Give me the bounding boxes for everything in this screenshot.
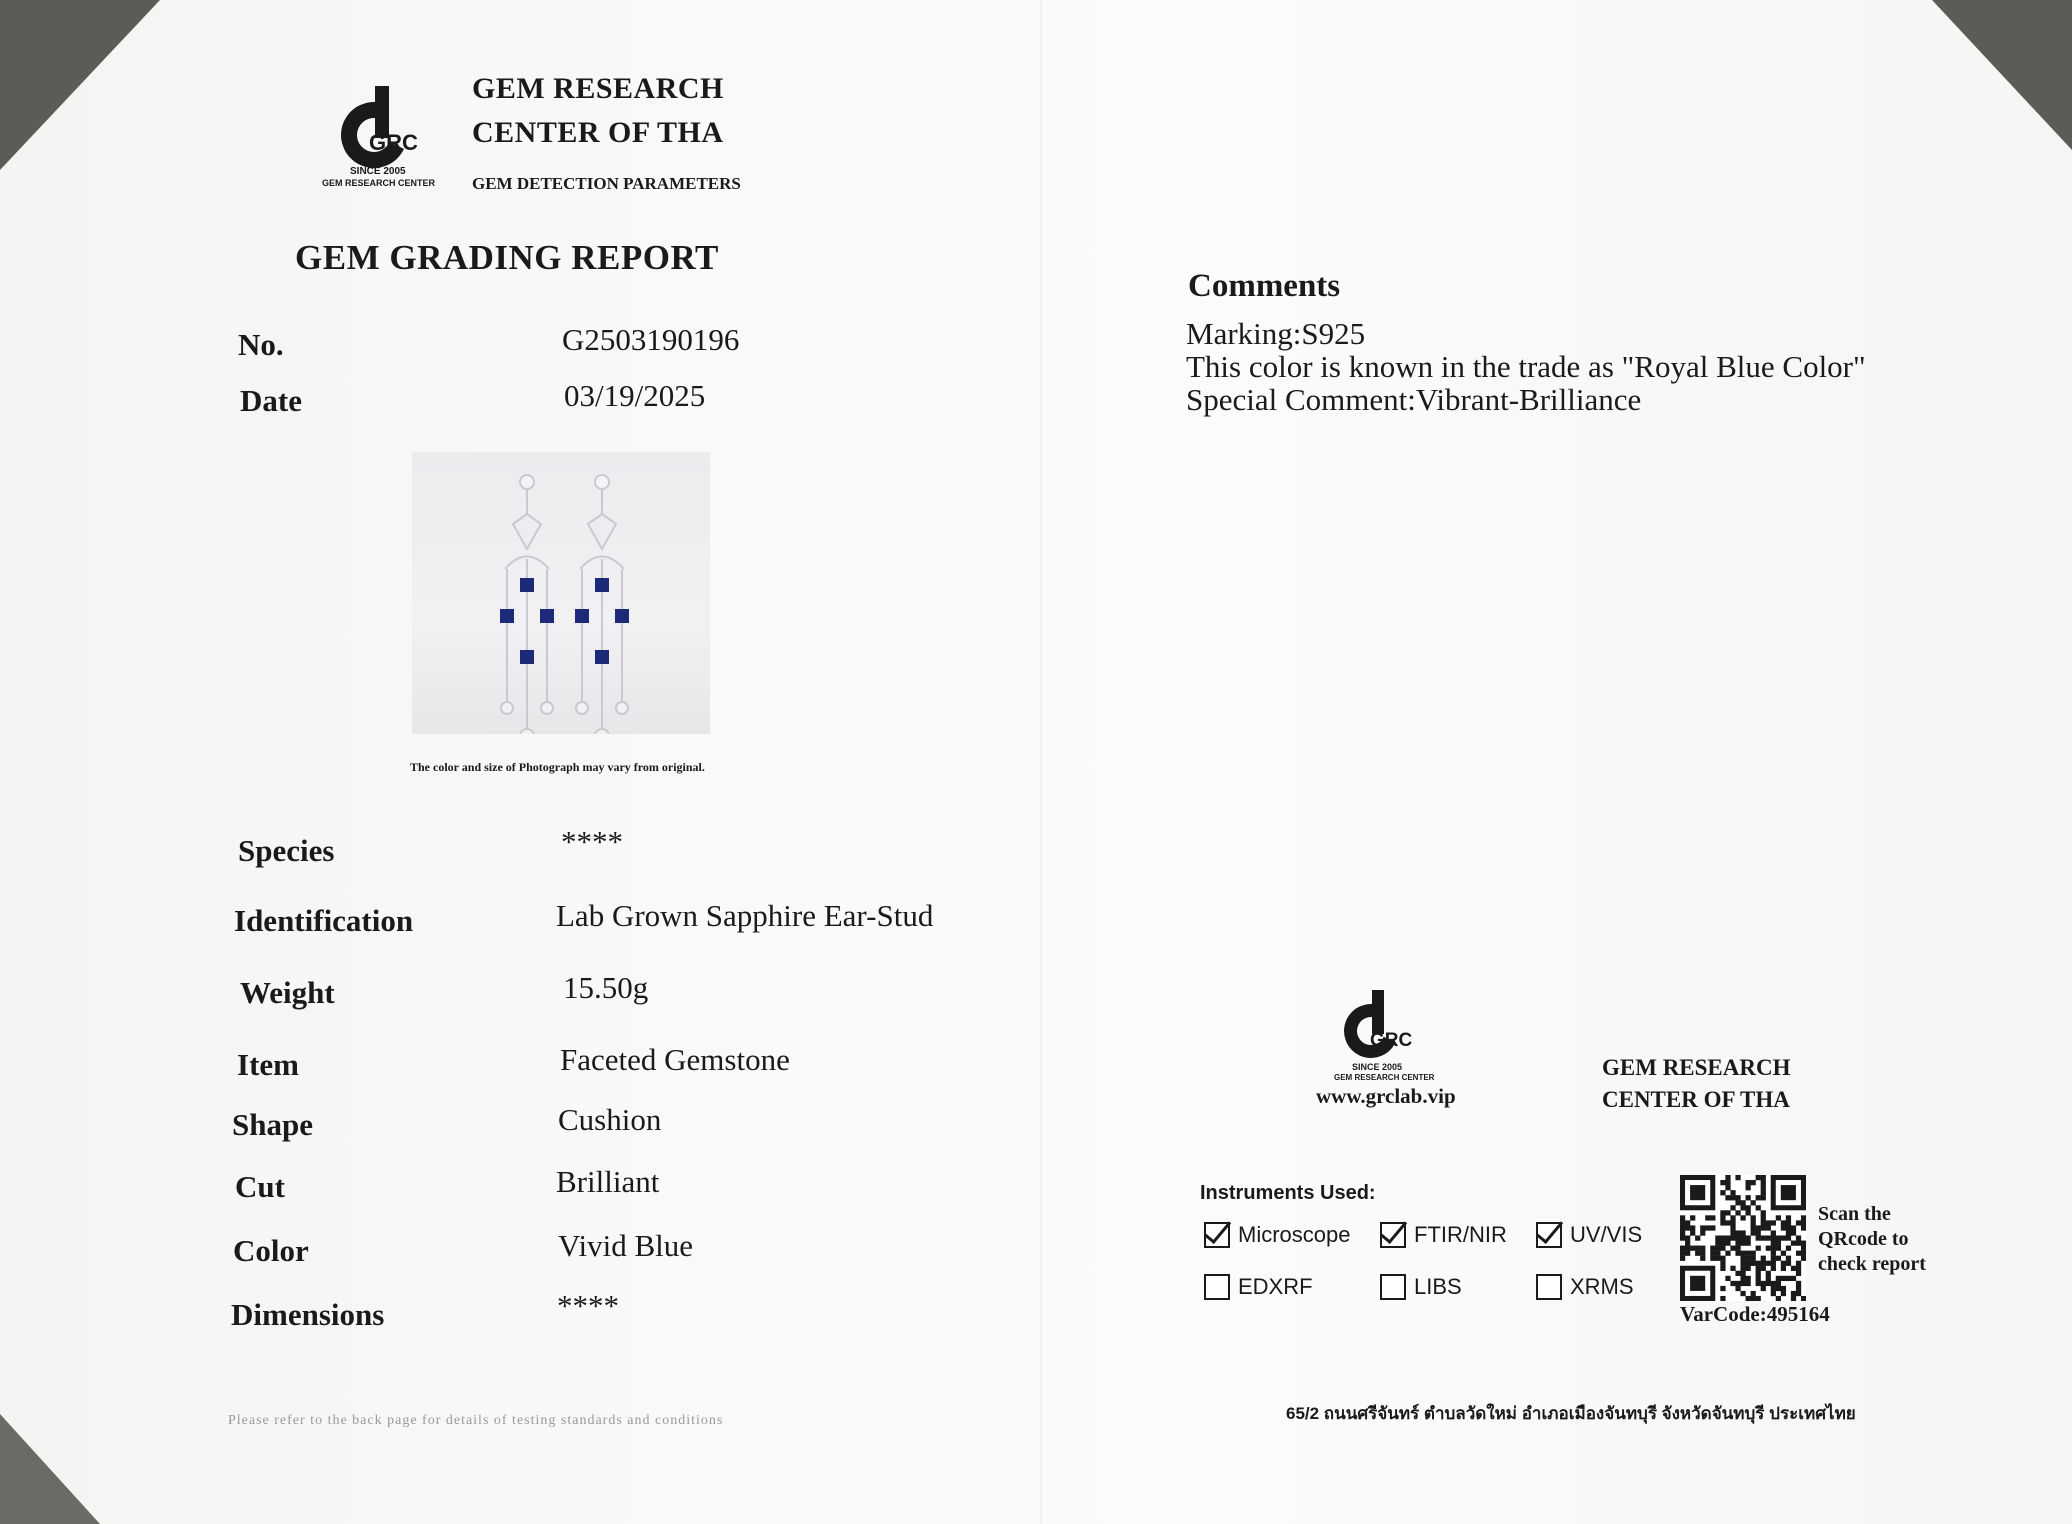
- logo-grc-text: GRC: [369, 130, 418, 155]
- instrument-label: UV/VIS: [1570, 1222, 1643, 1247]
- logo-since: SINCE 2005: [1352, 1062, 1403, 1072]
- instrument-label: LIBS: [1414, 1274, 1462, 1299]
- checked-box-icon: [1380, 1222, 1406, 1248]
- detail-value-weight: 15.50g: [563, 970, 649, 1005]
- comment-line: Special Comment:Vibrant-Brilliance: [1186, 382, 1642, 417]
- unchecked-box-icon: [1536, 1274, 1562, 1300]
- report-number-value: G2503190196: [562, 322, 740, 357]
- detail-label-species: Species: [238, 833, 335, 868]
- detail-value-cut: Brilliant: [556, 1164, 660, 1199]
- detail-value-identification: Lab Grown Sapphire Ear-Stud: [556, 898, 934, 933]
- gem-photo: [412, 452, 710, 734]
- comment-line: This color is known in the trade as "Royal Blue Color": [1186, 349, 1866, 384]
- instrument-microscope: [1204, 1222, 1350, 1248]
- detail-value-species: ****: [561, 824, 623, 859]
- instrument-edxrf: [1204, 1274, 1313, 1300]
- logo-grc-text: GRC: [1370, 1030, 1413, 1051]
- report-date-label: Date: [240, 383, 302, 418]
- qr-code-image: [1680, 1175, 1806, 1301]
- qr-instruction-line: check report: [1818, 1253, 1926, 1275]
- instrument-label: Microscope: [1238, 1222, 1351, 1247]
- detail-label-cut: Cut: [235, 1169, 285, 1204]
- checked-box-icon: [1204, 1222, 1230, 1248]
- instrument-label: XRMS: [1570, 1274, 1634, 1299]
- comment-line: Marking:S925: [1186, 316, 1366, 351]
- qr-instruction-line: Scan the: [1818, 1203, 1891, 1225]
- earrings-image: [412, 452, 710, 734]
- detail-value-item: Faceted Gemstone: [560, 1042, 790, 1077]
- address-text: 65/2 ถนนศรีจันทร์ ตำบลวัดใหม่ อำเภอเมืองจันทบุรี จังหวัดจันทบุรี ประเทศไทย: [1286, 1404, 1856, 1423]
- footer-org-line1: GEM RESEARCH: [1602, 1055, 1791, 1080]
- detail-label-dimensions: Dimensions: [231, 1297, 385, 1332]
- background-corner: [0, 1414, 100, 1524]
- org-name-line1: GEM RESEARCH: [472, 72, 724, 105]
- varcode: VarCode:495164: [1680, 1302, 1830, 1326]
- instrument-ftir-nir: [1380, 1222, 1507, 1248]
- report-title: GEM GRADING REPORT: [295, 238, 719, 277]
- unchecked-box-icon: [1204, 1274, 1230, 1300]
- unchecked-box-icon: [1380, 1274, 1406, 1300]
- logo-center: GEM RESEARCH CENTER: [322, 178, 436, 188]
- checked-box-icon: [1536, 1222, 1562, 1248]
- detail-label-color: Color: [233, 1233, 309, 1268]
- detail-label-shape: Shape: [232, 1107, 313, 1142]
- qr-instruction-line: QRcode to: [1818, 1228, 1909, 1250]
- detail-label-item: Item: [237, 1047, 299, 1082]
- detail-label-weight: Weight: [240, 975, 335, 1010]
- detail-label-identification: Identification: [234, 903, 414, 938]
- qr-code: [1680, 1175, 1806, 1301]
- org-name-line2: CENTER OF THA: [472, 116, 724, 149]
- paper-fold: [1040, 0, 1042, 1524]
- instrument-uv-vis: [1536, 1222, 1642, 1248]
- instrument-label: FTIR/NIR: [1414, 1222, 1507, 1247]
- logo-since: SINCE 2005: [350, 166, 406, 177]
- background-corner: [0, 0, 160, 170]
- grc-footer-logo: [1340, 988, 1440, 1068]
- website-text: www.grclab.vip: [1316, 1084, 1456, 1108]
- instrument-xrms: [1536, 1274, 1634, 1300]
- comments-title: Comments: [1188, 268, 1341, 304]
- report-number-label: No.: [238, 327, 284, 362]
- detail-value-shape: Cushion: [558, 1102, 662, 1137]
- disclaimer-text: Please refer to the back page for details of testing standards and conditions: [228, 1413, 724, 1428]
- footer-org-line2: CENTER OF THA: [1602, 1087, 1790, 1112]
- instrument-label: EDXRF: [1238, 1274, 1313, 1299]
- report-date-value: 03/19/2025: [564, 378, 706, 413]
- instrument-libs: [1380, 1274, 1462, 1300]
- grc-logo: [335, 82, 445, 172]
- detail-value-dimensions: ****: [557, 1288, 619, 1323]
- photo-disclaimer: The color and size of Photograph may vary from original.: [410, 760, 705, 774]
- org-subtitle: GEM DETECTION PARAMETERS: [472, 174, 741, 193]
- logo-center: GEM RESEARCH CENTER: [1334, 1073, 1435, 1082]
- qr-instruction: [1818, 1202, 1926, 1277]
- instruments-title: Instruments Used:: [1200, 1182, 1376, 1204]
- detail-value-color: Vivid Blue: [558, 1228, 694, 1263]
- background-corner: [1932, 0, 2072, 150]
